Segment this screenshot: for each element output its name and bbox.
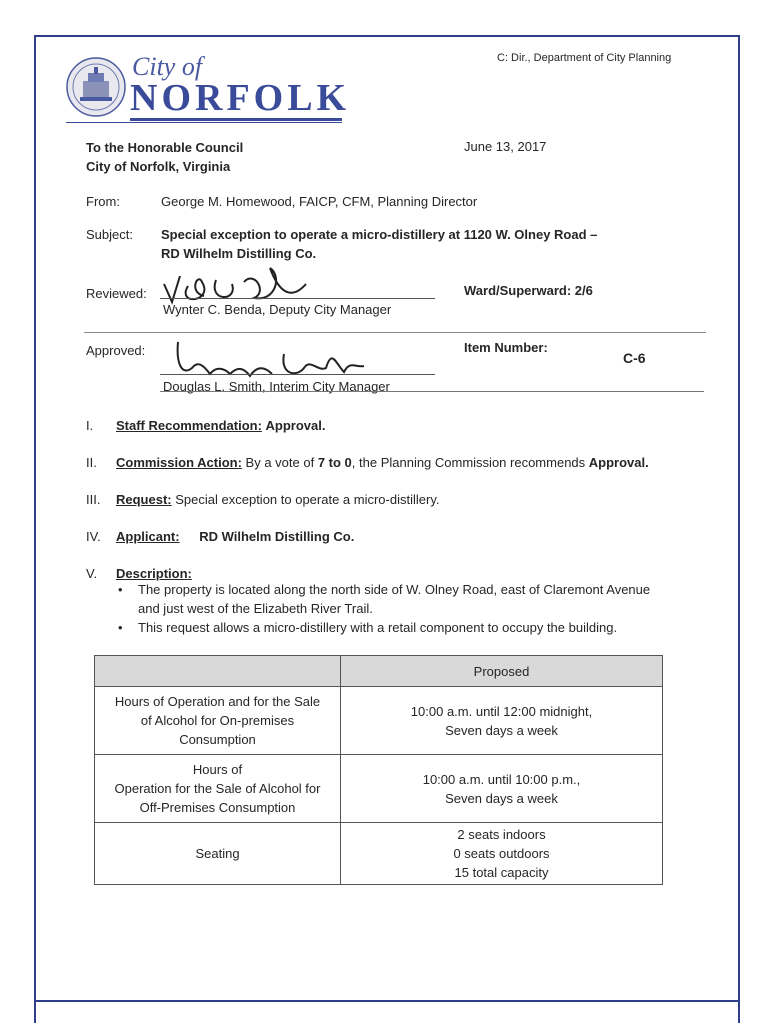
section-num-2: II. bbox=[86, 455, 97, 470]
approved-top-rule bbox=[84, 332, 706, 333]
section-request bbox=[116, 492, 439, 507]
section-text: Special exception to operate a micro-distillery. bbox=[175, 492, 440, 507]
section-num-5: V. bbox=[86, 566, 98, 581]
subject-line-2: RD Wilhelm Distilling Co. bbox=[161, 246, 317, 261]
table-header-row bbox=[95, 656, 663, 687]
logo-norfolk: NORFOLK bbox=[130, 77, 351, 119]
table-header-blank bbox=[95, 656, 341, 687]
section-num-4: IV. bbox=[86, 529, 101, 544]
item-number-label: Item Number: bbox=[464, 340, 548, 355]
logo-rule-thin bbox=[66, 122, 342, 123]
section-text: RD Wilhelm Distilling Co. bbox=[199, 529, 355, 544]
section-description-title: Description: bbox=[116, 566, 192, 581]
from-label: From: bbox=[86, 194, 120, 209]
section-commission-action bbox=[116, 455, 649, 470]
logo-rule bbox=[130, 118, 342, 121]
approver-signature bbox=[168, 338, 368, 384]
city-seal-icon bbox=[66, 57, 126, 117]
section-title: Commission Action: bbox=[116, 455, 242, 470]
list-item: • This request allows a micro-distillery with a retail component to occupy the building. bbox=[116, 618, 650, 637]
item-number-value: C-6 bbox=[623, 350, 646, 366]
section-staff-recommendation bbox=[116, 418, 326, 433]
reviewed-label: Reviewed: bbox=[86, 286, 147, 301]
section-title: Applicant: bbox=[116, 529, 180, 544]
section-vote: 7 to 0 bbox=[317, 455, 352, 470]
table-row bbox=[95, 687, 663, 755]
description-bullets bbox=[116, 580, 650, 637]
table-row bbox=[95, 755, 663, 823]
section-title: Request: bbox=[116, 492, 172, 507]
table-cell-label: Hours of Operation for the Sale of Alcohol for Off-Premises Consumption bbox=[95, 755, 341, 823]
bottom-border bbox=[36, 1000, 738, 1002]
section-text-c: , the Planning Commission recommends bbox=[351, 455, 589, 470]
memo-date: June 13, 2017 bbox=[464, 139, 547, 154]
reviewed-signature-line bbox=[160, 298, 435, 299]
section-applicant bbox=[116, 529, 354, 544]
section-text-a: By a vote of bbox=[245, 455, 318, 470]
cc-line: C: Dir., Department of City Planning bbox=[497, 52, 672, 64]
section-num-1: I. bbox=[86, 418, 94, 433]
addressee-line-2: City of Norfolk, Virginia bbox=[86, 159, 231, 174]
list-item: • The property is located along the north side of W. Olney Road, east of Claremont Avenue bbox=[116, 580, 650, 599]
section-title: Staff Recommendation: bbox=[116, 418, 262, 433]
table-cell-label: Hours of Operation and for the Sale of Alcohol for On-premises Consumption bbox=[95, 687, 341, 755]
table-cell-value: 10:00 a.m. until 12:00 midnight, Seven days a week bbox=[341, 687, 663, 755]
table-cell-label: Seating bbox=[95, 823, 341, 885]
table-cell-value: 10:00 a.m. until 10:00 p.m., Seven days a week bbox=[341, 755, 663, 823]
ward-superward: Ward/Superward: 2/6 bbox=[464, 283, 593, 298]
approved-bottom-rule bbox=[160, 391, 704, 392]
proposed-table bbox=[94, 655, 663, 885]
list-item-continuation: and just west of the Elizabeth River Trail. bbox=[138, 601, 373, 616]
section-num-3: III. bbox=[86, 492, 101, 507]
from-value: George M. Homewood, FAICP, CFM, Planning Director bbox=[161, 194, 478, 209]
subject-line-1: Special exception to operate a micro-distillery at 1120 W. Olney Road – bbox=[161, 227, 598, 242]
reviewer-name: Wynter C. Benda, Deputy City Manager bbox=[163, 302, 392, 317]
table-header-proposed: Proposed bbox=[341, 656, 663, 687]
subject-label: Subject: bbox=[86, 227, 133, 242]
logo-city-of: City of bbox=[132, 52, 203, 81]
approved-label: Approved: bbox=[86, 343, 146, 358]
approver-name: Douglas L. Smith, Interim City Manager bbox=[163, 379, 390, 394]
section-text: Approval. bbox=[265, 418, 326, 433]
approved-signature-line bbox=[160, 374, 435, 375]
section-text-d: Approval. bbox=[588, 455, 649, 470]
table-cell-value: 2 seats indoors 0 seats outdoors 15 total capacity bbox=[341, 823, 663, 885]
addressee-line-1: To the Honorable Council bbox=[86, 140, 244, 155]
table-row bbox=[95, 823, 663, 885]
